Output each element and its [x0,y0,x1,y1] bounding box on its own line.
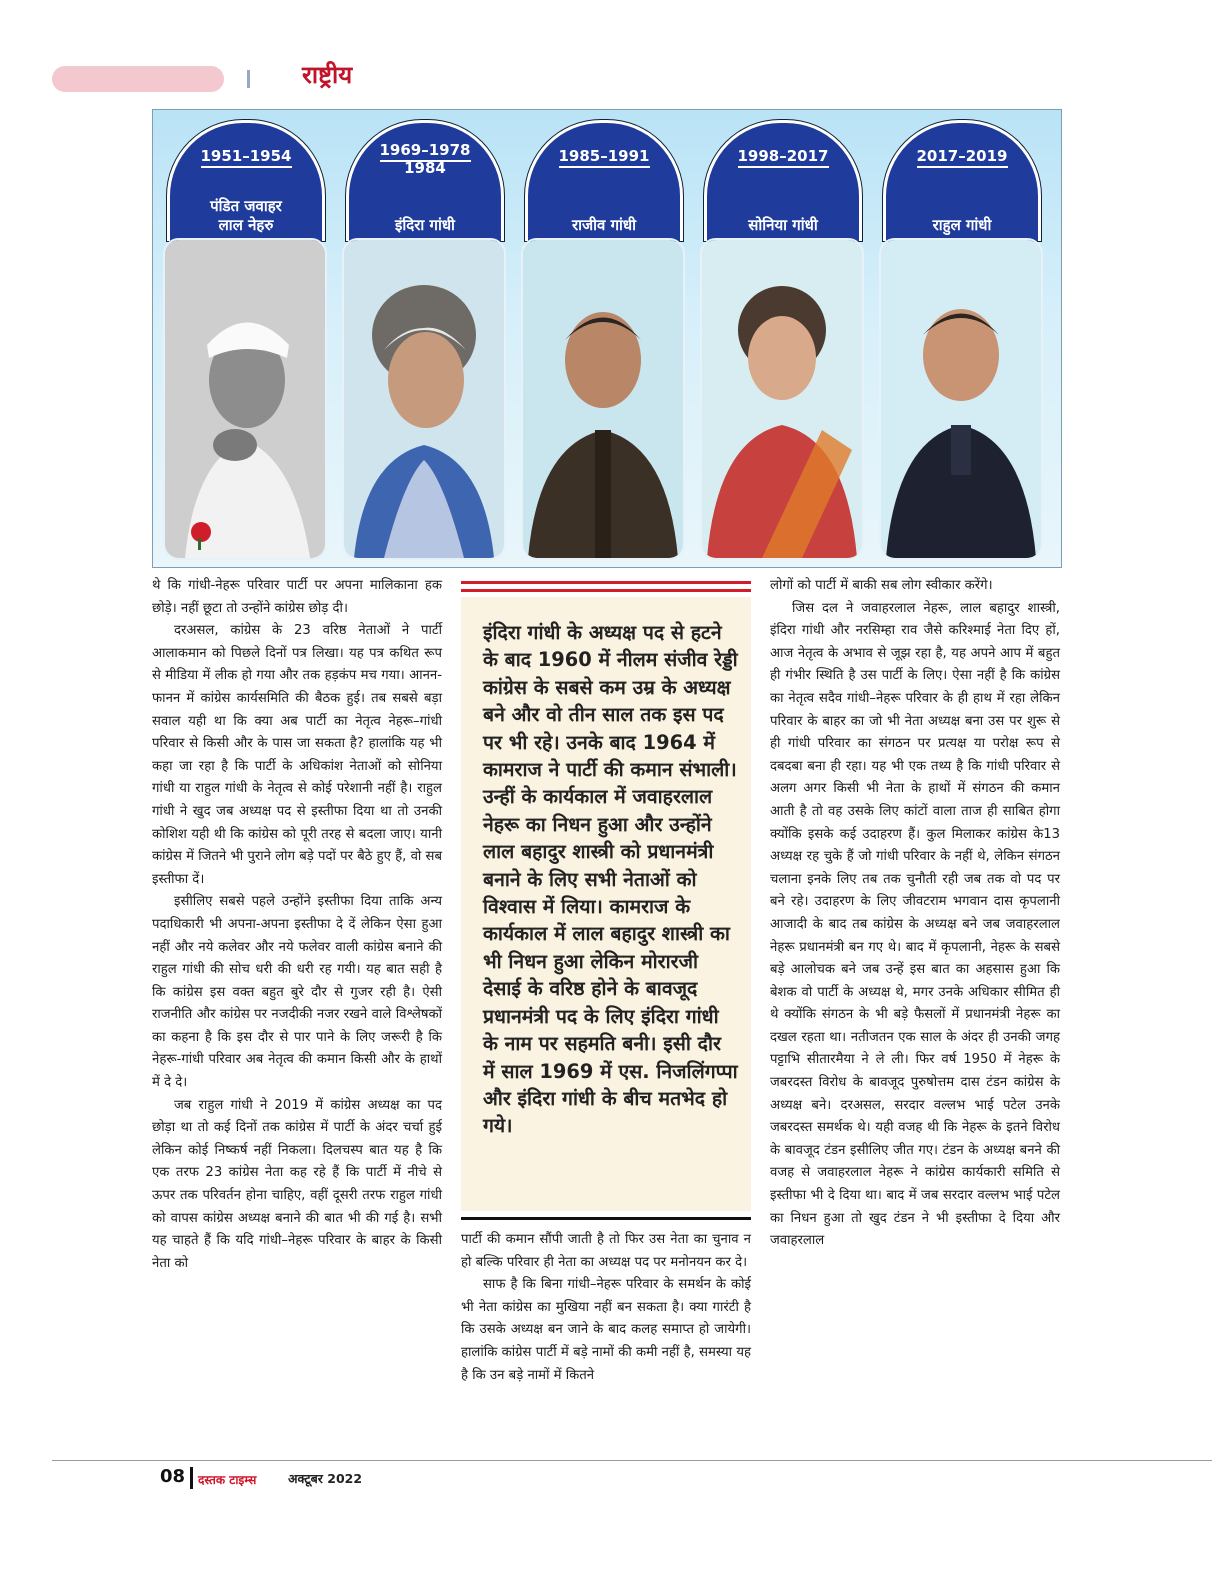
callout-rule-top [461,581,751,584]
leader-arch [346,120,504,241]
article-column-2 [461,1229,751,1387]
leader-card-rahul [875,120,1043,558]
leader-arch [704,120,862,241]
leader-name-line1: पंडित जवाहर [210,197,282,215]
leader-photo [700,238,864,560]
magazine-logo: दस्तक टाइम्स [198,1473,257,1487]
leader-arch [167,120,325,241]
leader-card-rajiv [517,120,685,558]
footer-rule [52,1460,1212,1461]
leader-card-indira [338,120,506,558]
issue-date: अक्टूबर 2022 [288,1471,363,1486]
paragraph: साफ है कि बिना गांधी–नेहरू परिवार के समर्थन के कोई भी नेता कांग्रेस का मुखिया नहीं बन सकता है। क्या गारंटी है कि उसके अध्यक्ष बन जाने के बाद कलह समाप्त हो जायेगी। हालांकि कांग्रेस पार्टी में बड़े नामों की कमी नहीं है, समस्या यह है कि उन बड़े नामों में कितने [461,1277,751,1383]
leader-photo [879,238,1043,560]
leader-years: 1951–1954 [201,147,292,168]
header-divider [247,70,250,88]
leader-name-line1: राहुल गांधी [932,216,992,234]
leader-card-nehru [159,120,327,558]
leader-arch [525,120,683,241]
leaders-banner [152,109,1062,568]
paragraph: थे कि गांधी-नेहरू परिवार पार्टी पर अपना मालिकाना हक छोड़े। नहीं छूटा तो उन्होंने कांग्रेस छोड़ दी। [152,578,442,616]
leader-arch [883,120,1041,241]
paragraph: दरअसल, कांग्रेस के 23 वरिष्ठ नेताओं ने पार्टी आलाकमान को पिछले दिनों पत्र लिखा। यह पत्र कथित रूप से मीडिया में लीक हो गया और तक हड़कंप मच गया। आनन-फानन में कांग्रेस कार्यसमिति की बैठक हुई। तब सबसे बड़ा सवाल यही था कि क्या अब पार्टी का नेतृत्व नेहरू–गांधी परिवार से किसी और के पास जा सकता है? हालांकि यह भी कहा जा रहा है कि पार्टी के अधिकांश नेताओं को सोनिया गांधी या राहुल गांधी के नेतृत्व से कोई परेशानी नहीं है। राहुल गांधी ने खुद जब अध्यक्ष पद से इस्तीफा दिया था तो उनकी कोशिश यही थी कि कांग्रेस को पूरी तरह से बदला जाए। यानी कांग्रेस में जितने भी पुराने लोग बड़े पदों पर बैठे हुए हैं, वो सब इस्तीफा दें। [152,623,442,887]
leader-card-sonia [696,120,864,558]
leader-years: 1998–2017 [738,147,829,168]
leader-name-line1: सोनिया गांधी [748,216,818,234]
leader-name-line1: इंदिरा गांधी [395,216,455,234]
header-pill [52,66,224,92]
callout-rule-bottom [461,1217,751,1220]
leader-name-line1: राजीव गांधी [571,216,637,234]
paragraph: पार्टी की कमान सौंपी जाती है तो फिर उस नेता का चुनाव न हो बल्कि परिवार ही नेता का अध्यक्ष पद पर मनोनयन कर दे। [461,1232,751,1270]
leader-years-extra: 1984 [404,159,446,177]
callout-rule-top-2 [461,589,751,592]
leader-name-line2: लाल नेहरु [218,216,274,234]
leader-photo [521,238,685,560]
leader-photo [342,238,506,560]
paragraph: जिस दल ने जवाहरलाल नेहरू, लाल बहादुर शास्त्री, इंदिरा गांधी और नरसिम्हा राव जैसे करिश्माई नेता दिए हों, आज नेतृत्व के अभाव से जूझ रहा है, यह अपने आप में बहुत ही गंभीर स्थिति है उस पार्टी के लिए। ऐसा नहीं है कि कांग्रेस का नेतृत्व सदैव गांधी–नेहरू परिवार के ही हाथ में रहा लेकिन परिवार के बाहर का जो भी नेता अध्यक्ष बना उस पर शुरू से ही गांधी परिवार का संगठन पर प्रत्यक्ष या परोक्ष रूप से दबदबा बना ही रहा। यह भी एक तथ्य है कि गांधी परिवार से अलग अगर किसी भी नेता के हाथों में संगठन की कमान आती है तो वह उसके लिए कांटों वाला ताज ही साबित होगा क्योंकि इसके कई उदाहरण हैं। कुल मिलाकर कांग्रेस के13 अध्यक्ष रह चुके हैं जो गांधी परिवार के नहीं थे, लेकिन संगठन चलाना इनके लिए तब तक चुनौती रही जब तक वो पद पर बने रहे। उदाहरण के लिए जीवटराम भगवान दास कृपलानी आजादी के बाद तब कांग्रेस के अध्यक्ष बने जब जवाहरलाल नेहरू प्रधानमंत्री बन गए थे। बाद में कृपलानी, नेहरू के सबसे बड़े आलोचक बने जब उन्हें इस बात का अहसास हुआ कि बेशक वो पार्टी के अध्यक्ष थे, मगर उनके अधिकार सीमित ही थे क्योंकि संगठन के भी बड़े फैसलों में प्रधानमंत्री नेहरू का दखल रहता था। नतीजतन एक साल के अंदर ही उनकी जगह पट्टाभि सीतारमैया ने ले ली। फिर वर्ष 1950 में नेहरू के जबरदस्त विरोध के बावजूद पुरुषोत्तम दास टंडन कांग्रेस के अध्यक्ष बने। दरअसल, सरदार वल्लभ भाई पटेल उनके जबरदस्त समर्थक थे। यही वजह थी कि नेहरू के इतने विरोध के बावजूद टंडन इसीलिए जीत गए। टंडन के अध्यक्ष बनने की वजह से जवाहरलाल नेहरू ने कांग्रेस कार्यकारी समिति से इस्तीफा भी दे दिया था। बाद में जब सरदार वल्लभ भाई पटेल का निधन हुआ तो खुद टंडन ने भी इस्तीफा दे दिया और जवाहरलाल [770,600,1060,1249]
leader-photo [163,238,327,560]
paragraph: लोगों को पार्टी में बाकी सब लोग स्वीकार करेंगे। [770,578,993,593]
article-column-1 [152,575,442,1275]
section-title: राष्ट्रीय [302,61,353,89]
footer-divider [190,1467,193,1489]
leader-years: 1969–1978 [380,141,471,162]
callout-text: इंदिरा गांधी के अध्यक्ष पद से हटने के बाद 1960 में नीलम संजीव रेड्डी कांग्रेस के सबसे कम उम्र के अध्यक्ष बने और वो तीन साल तक इस पद पर भी रहे। उनके बाद 1964 में कामराज ने पार्टी की कमान संभाली। उन्हीं के कार्यकाल में जवाहरलाल नेहरू का निधन हुआ और उन्होंने लाल बहादुर शास्त्री को प्रधानमंत्री बनाने के लिए सभी नेताओं को विश्वास में लिया। कामराज के कार्यकाल में लाल बहादुर शास्त्री का भी निधन हुआ लेकिन मोरारजी देसाई के वरिष्ठ होने के बावजूद प्रधानमंत्री पद के लिए इंदिरा गांधी के नाम पर सहमति बनी। इसी दौर में साल 1969 में एस. निजलिंगप्पा और इंदिरा गांधी के बीच मतभेद हो गये। [483,621,738,1138]
leader-years: 2017–2019 [917,147,1008,168]
callout-box [461,597,751,1211]
paragraph: जब राहुल गांधी ने 2019 में कांग्रेस अध्यक्ष का पद छोड़ा था तो कई दिनों तक कांग्रेस में पार्टी के अंदर चर्चा हुई लेकिन कोई निष्कर्ष नहीं निकला। दिलचस्प बात यह है कि एक तरफ 23 कांग्रेस नेता कह रहे हैं कि पार्टी में नीचे से ऊपर तक परिवर्तन होना चाहिए, वहीं दूसरी तरफ राहुल गांधी को वापस कांग्रेस अध्यक्ष बनाने की बात भी की गई है। सभी यह चाहते हैं कि यदि गांधी–नेहरू परिवार के बाहर के किसी नेता को [152,1097,442,1271]
page-number: 08 [160,1466,186,1487]
paragraph: इसीलिए सबसे पहले उन्होंने इस्तीफा दिया ताकि अन्य पदाधिकारी भी अपना-अपना इस्तीफा दे दें लेकिन ऐसा हुआ नहीं और नये कलेवर और नये फलेवर वाली कांग्रेस बनाने की राहुल गांधी की सोच धरी की धरी रह गयी। यह बात सही है कि कांग्रेस इस वक्त बहुत बुरे दौर से गुजर रही है। ऐसी राजनीति और कांग्रेस पर नजदीकी नजर रखने वाले विश्लेषकों का कहना है कि इस दौर से पार पाने के लिए जरूरी है कि नेहरू-गांधी परिवार अब नेतृत्व की कमान किसी और के हाथों में दे दे। [152,894,442,1091]
leader-years: 1985–1991 [559,147,650,168]
article-column-3 [770,575,1060,1253]
